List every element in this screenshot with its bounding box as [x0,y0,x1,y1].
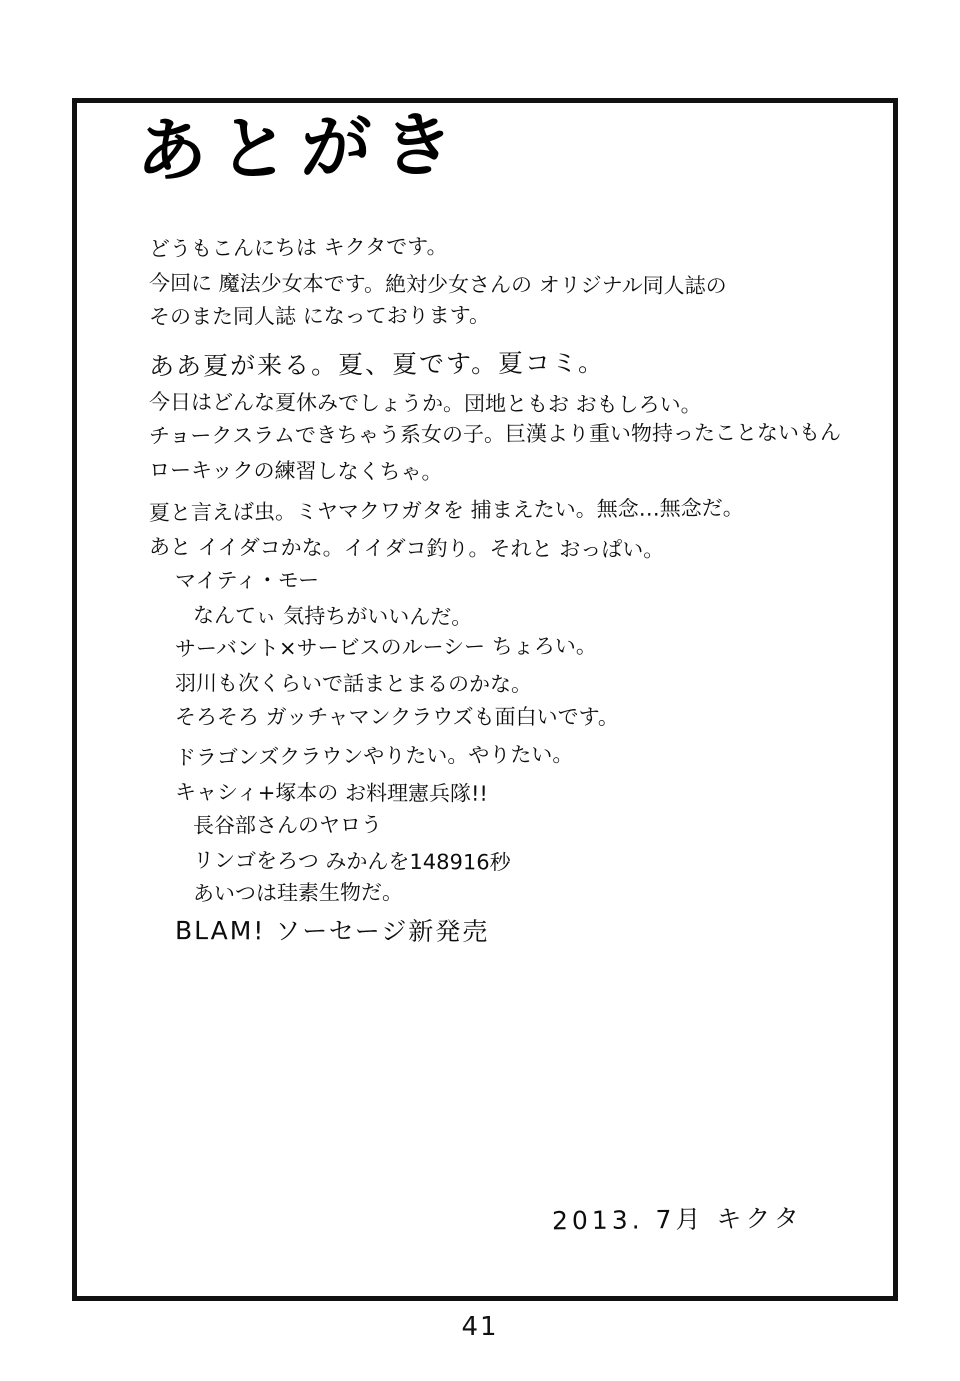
afterword-body [148,234,869,959]
text-line: ローキックの練習しなくちゃ。 [148,458,443,485]
text-line: 今日はどんな夏休みでしょうか。団地ともお おもしろい。 [148,390,702,417]
text-line: サーバント×サービスのルーシー ちょろい。 [174,633,597,661]
text-line: 夏と言えば虫。ミヤマクワガタを 捕まえたい。無念…無念だ。 [148,495,744,525]
text-line: ああ夏が来る。夏、夏です。夏コミ。 [148,348,606,381]
text-line: 長谷部さんのヤロう [192,812,383,838]
text-line: そのまた同人誌 になっております。 [148,303,491,329]
text-line: なんてぃ 気持ちがいいんだ。 [192,603,473,630]
text-line: あと イイダコかな。イイダコ釣り。それと おっぱい。 [148,535,665,562]
text-line: キャシィ+塚本の お料理憲兵隊!! [174,780,488,806]
signature: 2013. 7月 キクタ [551,1203,804,1236]
page-title: あとがき [135,103,467,193]
text-line: BLAM! ソーセージ新発売 [174,916,490,947]
text-line: リンゴをろつ みかんを148916秒 [192,848,511,875]
afterword-content [77,103,893,1296]
text-line: ドラゴンズクラウンやりたい。やりたい。 [174,742,574,770]
page-number: 41 [461,1312,499,1342]
text-line: そろそろ ガッチャマンクラウズも面白いです。 [175,705,619,729]
text-line: あいつは珪素生物だ。 [192,880,404,906]
paragraph-greeting [148,234,869,329]
text-line: どうもこんにちは キクタです。 [148,234,448,261]
afterword-page-frame [72,98,898,1301]
paragraph-misc [149,742,869,947]
text-line: 羽川も次くらいで話まとまるのかな。 [174,671,533,697]
text-line: 今回に 魔法少女本です。絶対少女さんの オリジナル同人誌の [148,271,727,299]
text-line: チョークスラムできちゃう系女の子。巨漢より重い物持ったことないもん [148,420,842,448]
paragraph-bugs [148,495,869,729]
paragraph-summer [148,348,869,485]
text-line: マイティ・モー [174,568,320,593]
